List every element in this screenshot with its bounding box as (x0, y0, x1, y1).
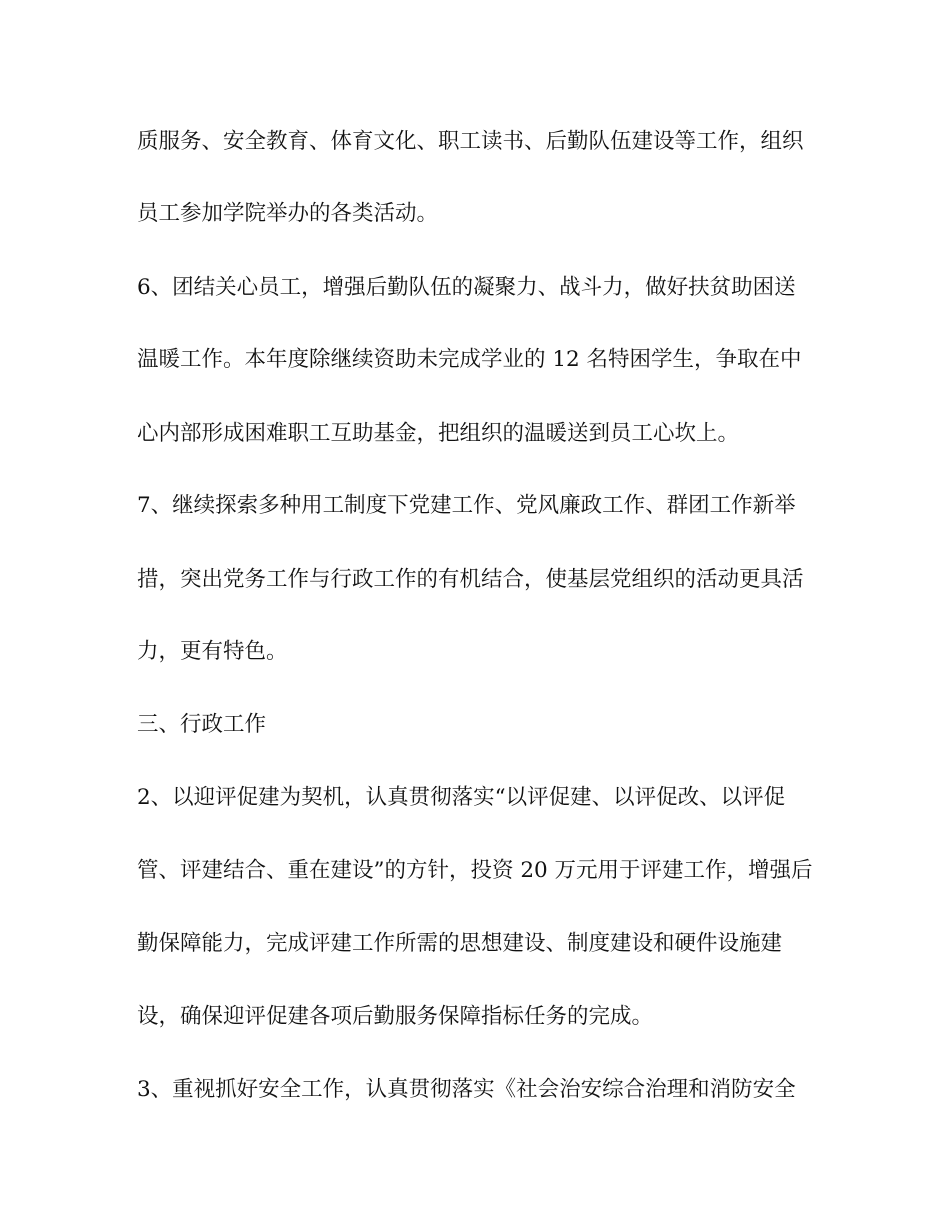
text-line: 温暖工作。本年度除继续资助未完成学业的 12 名特困学生，争取在中 (137, 347, 802, 372)
text-line: 设，确保迎评促建各项后勤服务保障指标任务的完成。 (137, 1004, 654, 1029)
text-line: 质服务、安全教育、体育文化、职工读书、后勤队伍建设等工作，组织 (137, 129, 804, 154)
text-line: 员工参加学院举办的各类活动。 (137, 201, 439, 226)
text-line: 6、团结关心员工，增强后勤队伍的凝聚力、战斗力，做好扶贫助困送 (137, 275, 796, 300)
text-line: 7、继续探索多种用工制度下党建工作、党风廉政工作、群团工作新举 (137, 493, 796, 518)
text-line: 2、以迎评促建为契机，认真贯彻落实“以评促建、以评促改、以评促 (137, 785, 786, 810)
text-line: 心内部形成困难职工互助基金，把组织的温暖送到员工心坎上。 (137, 421, 740, 446)
text-line: 勤保障能力，完成评建工作所需的思想建设、制度建设和硬件设施建 (137, 931, 783, 956)
text-line: 措，突出党务工作与行政工作的有机结合，使基层党组织的活动更具活 (137, 567, 804, 592)
text-line: 管、评建结合、重在建设”的方针，投资 20 万元用于评建工作，增强后 (137, 858, 813, 883)
text-line: 3、重视抓好安全工作，认真贯彻落实《社会治安综合治理和消防安全 (137, 1077, 796, 1102)
text-line: 力，更有特色。 (137, 639, 288, 664)
section-heading: 三、行政工作 (137, 712, 267, 737)
